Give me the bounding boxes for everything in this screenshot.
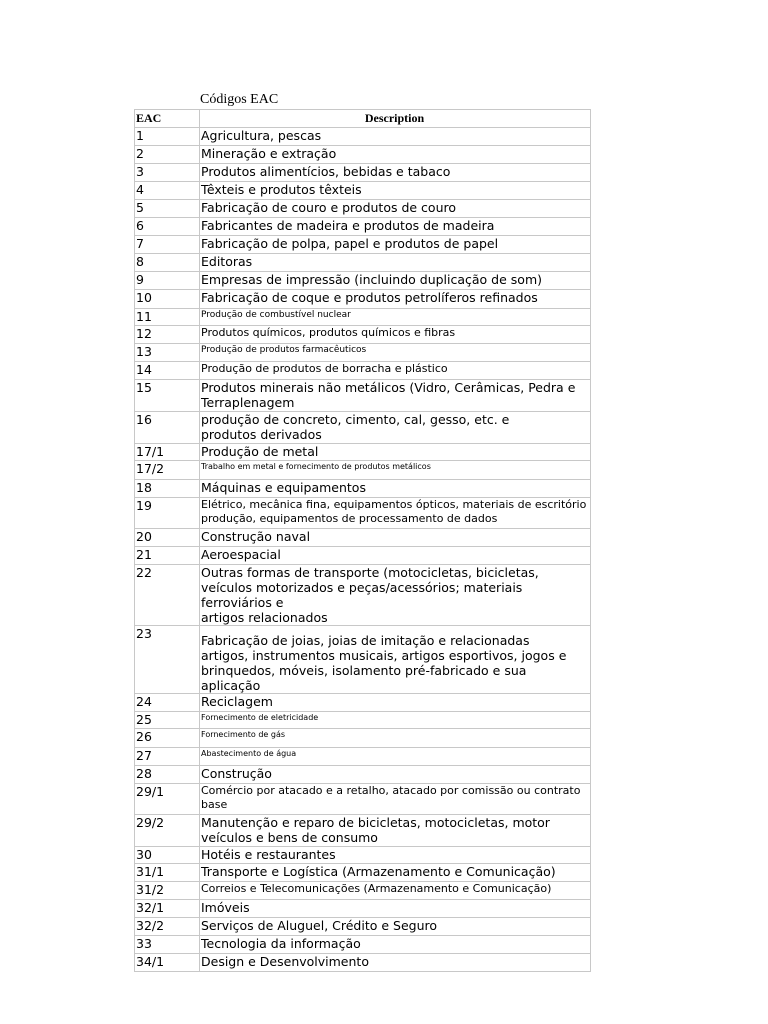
eac-code-cell: 20 [135, 529, 200, 547]
description-cell: Design e Desenvolvimento [200, 954, 591, 972]
table-row [135, 412, 591, 444]
table-header-row [135, 110, 591, 128]
description-cell: Produção de produtos farmacêuticos [200, 344, 591, 362]
eac-code-cell: 24 [135, 694, 200, 712]
description-cell: Mineração e extração [200, 146, 591, 164]
eac-code-cell: 22 [135, 565, 200, 626]
table-row [135, 815, 591, 847]
eac-code-cell: 21 [135, 547, 200, 565]
table-row [135, 784, 591, 815]
table-row [135, 847, 591, 864]
description-cell: Serviços de Aluguel, Crédito e Seguro [200, 918, 591, 936]
table-row [135, 344, 591, 362]
description-cell: Agricultura, pescas [200, 128, 591, 146]
description-cell: Hotéis e restaurantes [200, 847, 591, 864]
description-cell: Fabricação de polpa, papel e produtos de papel [200, 236, 591, 254]
description-cell: Reciclagem [200, 694, 591, 712]
page-title: Códigos EAC [200, 92, 279, 107]
table-row [135, 529, 591, 547]
description-cell: Construção [200, 766, 591, 784]
table-row [135, 200, 591, 218]
description-cell: Empresas de impressão (incluindo duplicação de som) [200, 272, 591, 290]
description-cell: Fabricação de couro e produtos de couro [200, 200, 591, 218]
description-cell: Abastecimento de água [200, 748, 591, 766]
column-header-description: Description [200, 110, 591, 128]
description-cell: produção de concreto, cimento, cal, gesso, etc. e produtos derivados [200, 412, 591, 444]
table-row [135, 712, 591, 729]
table-row [135, 272, 591, 290]
eac-code-cell: 9 [135, 272, 200, 290]
eac-code-cell: 6 [135, 218, 200, 236]
description-cell: Manutenção e reparo de bicicletas, motocicletas, motor veículos e bens de consumo [200, 815, 591, 847]
description-cell: Fornecimento de gás [200, 729, 591, 748]
eac-code-cell: 19 [135, 498, 200, 529]
table-row [135, 748, 591, 766]
description-cell: Fabricantes de madeira e produtos de madeira [200, 218, 591, 236]
description-cell: Construção naval [200, 529, 591, 547]
table-row [135, 864, 591, 882]
eac-code-cell: 27 [135, 748, 200, 766]
eac-codes-table [134, 109, 591, 972]
table-row [135, 326, 591, 344]
eac-code-cell: 34/1 [135, 954, 200, 972]
table-row [135, 729, 591, 748]
description-cell: Editoras [200, 254, 591, 272]
eac-code-cell: 18 [135, 480, 200, 498]
description-cell: Produtos químicos, produtos químicos e fibras [200, 326, 591, 344]
eac-code-cell: 14 [135, 362, 200, 380]
eac-code-cell: 17/2 [135, 461, 200, 480]
eac-code-cell: 26 [135, 729, 200, 748]
eac-code-cell: 31/1 [135, 864, 200, 882]
description-cell: Produção de produtos de borracha e plástico [200, 362, 591, 380]
description-cell: Elétrico, mecânica fina, equipamentos ópticos, materiais de escritório produção, equipamentos de processamento de dados [200, 498, 591, 529]
description-cell: Imóveis [200, 900, 591, 918]
table-row [135, 936, 591, 954]
description-cell: Fornecimento de eletricidade [200, 712, 591, 729]
table-row [135, 626, 591, 694]
description-cell: Fabricação de joias, joias de imitação e relacionadas artigos, instrumentos musicais, artigos esportivos, jogos e brinquedos, móveis, isolamento pré-fabricado e sua aplicação [200, 626, 591, 694]
table-row [135, 290, 591, 309]
table-row [135, 218, 591, 236]
eac-code-cell: 33 [135, 936, 200, 954]
description-cell: Produção de metal [200, 444, 591, 461]
table-row [135, 547, 591, 565]
description-cell: Produtos minerais não metálicos (Vidro, Cerâmicas, Pedra e Terraplenagem [200, 380, 591, 412]
eac-code-cell: 4 [135, 182, 200, 200]
table-row [135, 694, 591, 712]
eac-code-cell: 32/1 [135, 900, 200, 918]
description-cell: Tecnologia da informação [200, 936, 591, 954]
description-cell: Produção de combustível nuclear [200, 309, 591, 326]
eac-code-cell: 11 [135, 309, 200, 326]
table-row [135, 882, 591, 900]
table-row [135, 182, 591, 200]
eac-code-cell: 10 [135, 290, 200, 309]
description-cell: Aeroespacial [200, 547, 591, 565]
eac-code-cell: 17/1 [135, 444, 200, 461]
column-header-eac: EAC [135, 110, 200, 128]
table-row [135, 309, 591, 326]
eac-code-cell: 5 [135, 200, 200, 218]
table-row [135, 480, 591, 498]
table-row [135, 766, 591, 784]
eac-code-cell: 3 [135, 164, 200, 182]
table-row [135, 918, 591, 936]
eac-code-cell: 7 [135, 236, 200, 254]
table-row [135, 254, 591, 272]
eac-code-cell: 16 [135, 412, 200, 444]
table-row [135, 236, 591, 254]
eac-code-cell: 15 [135, 380, 200, 412]
table-row [135, 128, 591, 146]
description-cell: Comércio por atacado e a retalho, atacado por comissão ou contrato base [200, 784, 591, 815]
eac-code-cell: 31/2 [135, 882, 200, 900]
table-row [135, 954, 591, 972]
eac-code-cell: 25 [135, 712, 200, 729]
table-row [135, 146, 591, 164]
eac-code-cell: 23 [135, 626, 200, 694]
eac-code-cell: 12 [135, 326, 200, 344]
table-row [135, 498, 591, 529]
description-cell: Produtos alimentícios, bebidas e tabaco [200, 164, 591, 182]
eac-code-cell: 32/2 [135, 918, 200, 936]
description-cell: Transporte e Logística (Armazenamento e Comunicação) [200, 864, 591, 882]
eac-code-cell: 13 [135, 344, 200, 362]
description-cell: Têxteis e produtos têxteis [200, 182, 591, 200]
table-row [135, 444, 591, 461]
description-cell: Correios e Telecomunicações (Armazenamento e Comunicação) [200, 882, 591, 900]
eac-code-cell: 29/1 [135, 784, 200, 815]
table-row [135, 362, 591, 380]
table-row [135, 380, 591, 412]
description-cell: Fabricação de coque e produtos petrolíferos refinados [200, 290, 591, 309]
eac-code-cell: 1 [135, 128, 200, 146]
eac-code-cell: 30 [135, 847, 200, 864]
eac-code-cell: 29/2 [135, 815, 200, 847]
table-row [135, 461, 591, 480]
eac-code-cell: 28 [135, 766, 200, 784]
description-cell: Máquinas e equipamentos [200, 480, 591, 498]
eac-code-cell: 8 [135, 254, 200, 272]
eac-code-cell: 2 [135, 146, 200, 164]
description-cell: Outras formas de transporte (motocicletas, bicicletas, veículos motorizados e peças/acessórios; materiais ferroviários e artigos relacionados [200, 565, 591, 626]
table-row [135, 900, 591, 918]
description-cell: Trabalho em metal e fornecimento de produtos metálicos [200, 461, 591, 480]
table-row [135, 164, 591, 182]
table-row [135, 565, 591, 626]
